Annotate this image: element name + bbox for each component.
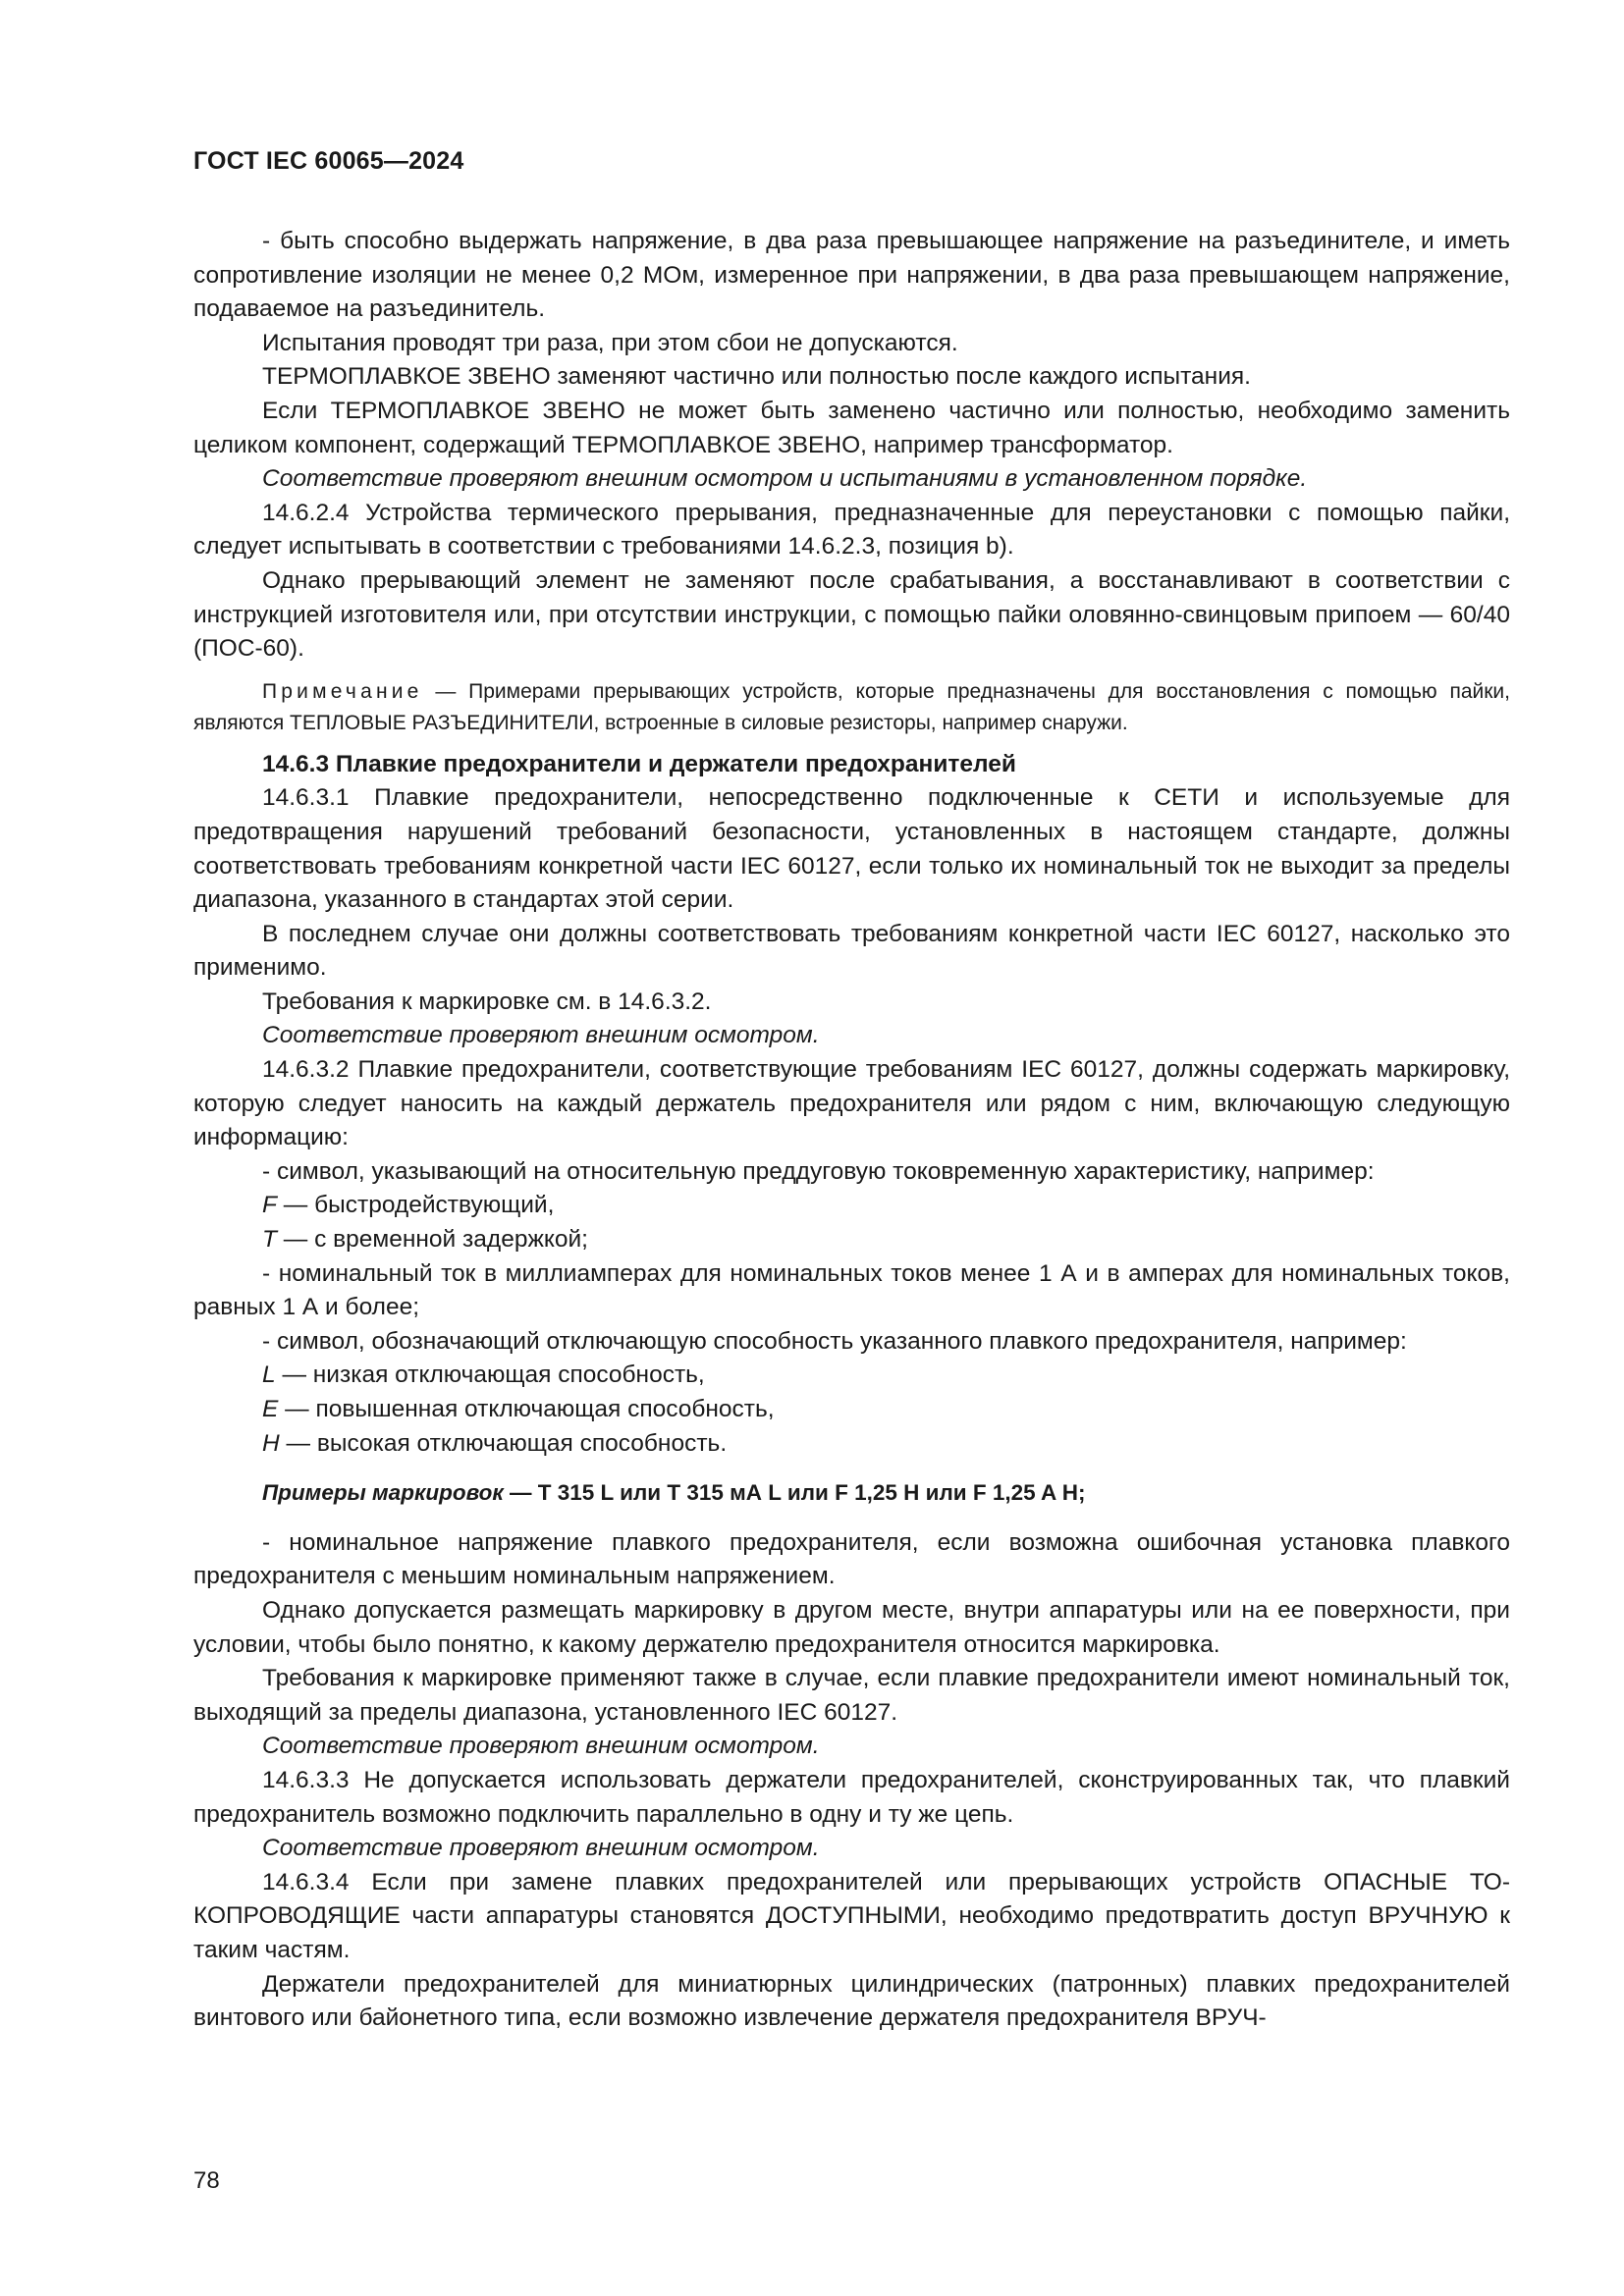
marking-examples xyxy=(193,1476,1510,1511)
symbol-letter: T xyxy=(262,1226,277,1254)
paragraph: - номинальный ток в миллиамперах для номинальных токов менее 1 А и в амперах для номинальных токов, равных 1 А и более; xyxy=(193,1259,1510,1321)
paragraph: - номинальное напряжение плавкого предохранителя, если возможна ошибочная установка плавкого предохранителя с меньшим номинальным напряжением. xyxy=(193,1528,1510,1590)
paragraph: - символ, указывающий на относительную преддуговую токовременную характеристику, например: xyxy=(262,1157,1375,1185)
compliance-statement: Соответствие проверяют внешним осмотром и испытаниями в установленном порядке. xyxy=(262,465,1308,493)
symbol-letter: L xyxy=(262,1362,276,1389)
paragraph: - символ, обозначающий отключающую способность указанного плавкого предохранителя, например: xyxy=(262,1327,1407,1355)
example-label: Примеры маркировок xyxy=(262,1480,504,1506)
page-body xyxy=(193,225,1510,2036)
symbol-item xyxy=(193,1393,1510,1427)
symbol-letter: H xyxy=(262,1429,280,1457)
symbol-description: — низкая отключающая способность, xyxy=(275,1362,705,1389)
note-label: Примечание xyxy=(262,679,423,703)
symbol-item xyxy=(193,1427,1510,1462)
compliance-statement: Соответствие проверяют внешним осмотром. xyxy=(262,1835,820,1862)
paragraph: - быть способно выдержать напряжение, в два раза превышающее напряжение на разъединителе, и иметь сопротивление изоляции не менее 0,2 МОм, измеренное при напряжении, в два раза превышающем напряжение, подаваемое на разъединитель. xyxy=(193,228,1510,323)
paragraph: Если ТЕРМОПЛАВКОЕ ЗВЕНО не может быть заменено частично или полностью, необходимо заменить целиком компонент, содержащий ТЕРМОПЛАВКОЕ ЗВЕНО, например трансформатор. xyxy=(193,397,1510,458)
symbol-letter: E xyxy=(262,1396,279,1422)
paragraph: 14.6.3.1 Плавкие предохранители, непосредственно подключенные к СЕТИ и используемые для предотвращения нарушений требований безопасности, установленных в настоящем стандарте, должны соответствовать требованиям конкретной части IEC 60127, если только их номинальный ток не выходит за пределы диапазона, указанного в стандартах этой серии. xyxy=(193,784,1510,914)
document-header: ГОСТ IEC 60065—2024 xyxy=(193,147,464,175)
symbol-description: — высокая отключающая способность. xyxy=(279,1429,728,1457)
symbol-description: — повышенная отключающая способность, xyxy=(278,1396,775,1422)
compliance-statement: Соответствие проверяют внешним осмотром. xyxy=(262,1733,820,1760)
paragraph: 14.6.3.2 Плавкие предохранители, соответствующие требованиям IEC 60127, должны содержать маркировку, которую следует наносить на каждый держатель предохранителя или рядом с ним, включающую следующую информацию: xyxy=(193,1056,1510,1151)
note xyxy=(193,676,1510,739)
symbol-item xyxy=(193,1359,1510,1393)
paragraph: ТЕРМОПЛАВКОЕ ЗВЕНО заменяют частично или полностью после каждого испытания. xyxy=(262,363,1251,391)
paragraph: 14.6.3.3 Не допускается использовать держатели предохранителей, сконструированных так, что плавкий предохранитель возможно подключить параллельно в одну и ту же цепь. xyxy=(193,1766,1510,1828)
paragraph: Однако прерывающий элемент не заменяют после срабатывания, а восстанавливают в соответствии с инструкцией изготовителя или, при отсутствии инструкции, с помощью пайки оловянно-свинцовым припоем — 60/40 (ПОС-60). xyxy=(193,566,1510,663)
paragraph: В последнем случае они должны соответствовать требованиям конкретной части IEC 60127, насколько это применимо. xyxy=(193,920,1510,982)
symbol-item xyxy=(193,1189,1510,1223)
example-text: — T 315 L или T 315 мА L или F 1,25 H или F 1,25 A H; xyxy=(503,1480,1086,1506)
page-number: 78 xyxy=(193,2167,220,2194)
section-heading: 14.6.3 Плавкие предохранители и держатели предохранителей xyxy=(262,750,1016,777)
note-text: — Примерами прерывающих устройств, которые предназначены для восстановления с помощью пайки, являются ТЕПЛОВЫЕ РАЗЪЕДИНИТЕЛИ, встроенные в силовые резисторы, например снаружи. xyxy=(193,679,1510,734)
paragraph: Требования к маркировке см. в 14.6.3.2. xyxy=(262,988,712,1015)
paragraph: 14.6.2.4 Устройства термического прерывания, предназначенные для переустановки с помощью пайки, следует испытывать в соответствии с требованиями 14.6.2.3, позиция b). xyxy=(193,499,1510,561)
symbol-description: — с временной задержкой; xyxy=(276,1226,588,1254)
symbol-description: — быстродействующий, xyxy=(276,1192,555,1219)
paragraph: 14.6.3.4 Если при замене плавких предохранителей или прерывающих устройств ОПАСНЫЕ ТОКОПРОВОДЯЩИЕ части аппаратуры становятся ДОСТУПНЫМИ, необходимо предотвратить доступ ВРУЧНУЮ к таким частям. xyxy=(193,1868,1510,1963)
symbol-item xyxy=(193,1223,1510,1257)
paragraph: Требования к маркировке применяют также в случае, если плавкие предохранители имеют номинальный ток, выходящий за пределы диапазона, установленного IEC 60127. xyxy=(193,1665,1510,1726)
compliance-statement: Соответствие проверяют внешним осмотром. xyxy=(262,1022,820,1049)
paragraph: Держатели предохранителей для миниатюрных цилиндрических (патронных) плавких предохранителей винтового или байонетного типа, если возможно извлечение держателя предохранителя ВРУЧ- xyxy=(193,1970,1510,2032)
paragraph: Испытания проводят три раза, при этом сбои не допускаются. xyxy=(262,329,958,356)
symbol-letter: F xyxy=(262,1192,277,1219)
paragraph: Однако допускается размещать маркировку в другом месте, внутри аппаратуры или на ее поверхности, при условии, чтобы было понятно, к какому держателю предохранителя относится маркировка. xyxy=(193,1596,1510,1658)
